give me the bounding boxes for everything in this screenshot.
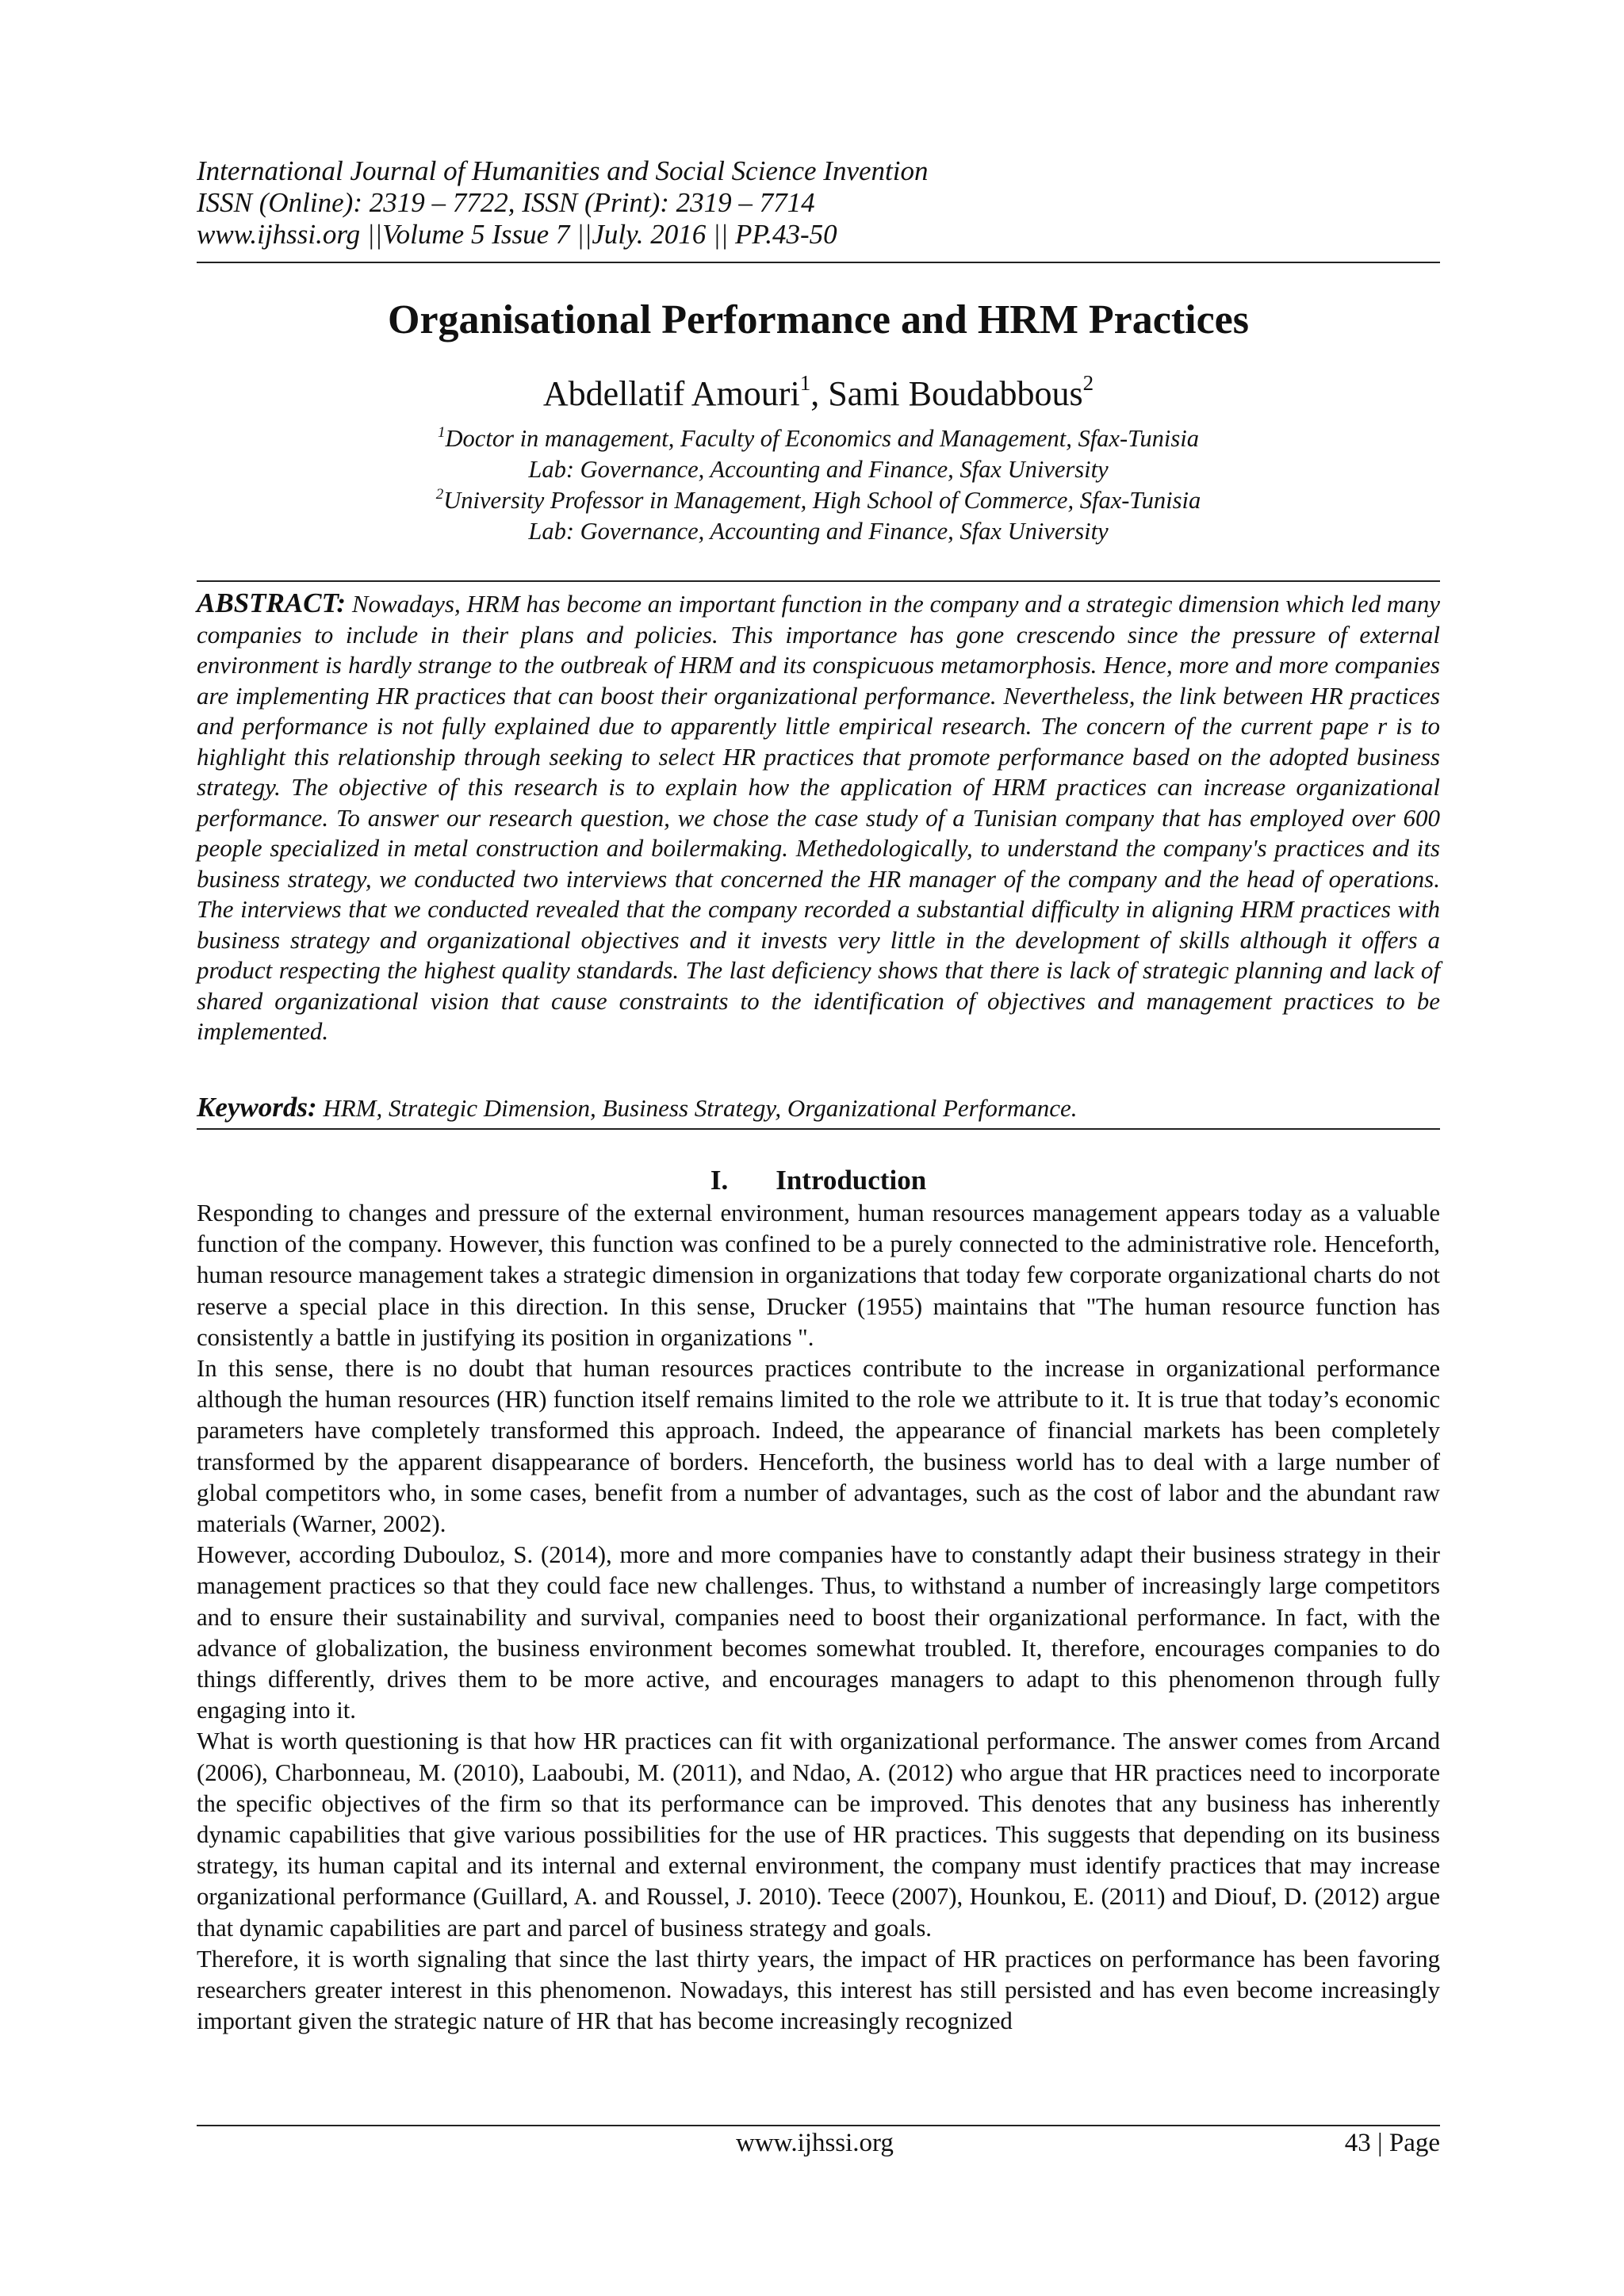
author-name: Abdellatif Amouri bbox=[542, 374, 800, 413]
keywords bbox=[197, 1093, 1440, 1123]
footer-rule bbox=[197, 2125, 1440, 2126]
body-text bbox=[197, 1198, 1440, 2037]
section-title: Introduction bbox=[776, 1165, 927, 1196]
paper-title: Organisational Performance and HRM Practices bbox=[388, 297, 1249, 342]
abstract-text: Nowadays, HRM has become an important function in the company and a strategic dimension which led many companies to include in their plans and policies. This importance has gone crescendo since the pressure of external environment is hardly strange to the outbreak of HRM and its conspicuous metamorphosis. Hence, more and more companies are implementing HR practices that can boost their organizational performance. Nevertheless, the link between HR practices and performance is not fully explained due to apparently little empirical research. The concern of the current pape r is to highlight this relationship through seeking to select HR practices that promote performance based on the adopted business strategy. The objective of this research is to explain how the application of HRM practices can increase organizational performance. To answer our research question, we chose the case study of a Tunisian company that has employed over 600 people specialized in metal construction and boilermaking. Methedologically, to understand the company's practices and its business strategy, we conducted two interviews that concerned the HR manager of the company and the head of operations. The interviews that we conducted revealed that the company recorded a substantial difficulty in aligning HRM practices with business strategy and organizational objectives and it invests very little in the development of skills although it offers a product respecting the highest quality standards. The last deficiency shows that there is lack of strategic planning and lack of shared organizational vision that cause constraints to the identification of objectives and management practices to be implemented. bbox=[197, 590, 1440, 1045]
affiliation-line: $^1$Doctor in management, Faculty of Economics and Management, Sfax-Tunisia bbox=[438, 424, 1199, 452]
affiliation-line: Lab: Governance, Accounting and Finance, Sfax University bbox=[528, 456, 1109, 483]
affiliation-line: Lab: Governance, Accounting and Finance, Sfax University bbox=[528, 518, 1109, 545]
paragraph: In this sense, there is no doubt that human resources practices contribute to the increase in organizational performance although the human resources (HR) function itself remains limited to the role we attribute to it. It is true that today’s economic parameters have completely transformed this approach. Indeed, the appearance of financial markets has been completely transformed by the apparent disappearance of borders. Henceforth, the business world has to deal with a large number of global competitors who, in some cases, benefit from a number of advantages, such as the cost of labor and the abundant raw materials (Warner, 2002). bbox=[197, 1355, 1440, 1538]
abstract-label: ABSTRACT: bbox=[197, 587, 347, 618]
journal-name: International Journal of Humanities and Social Science Invention bbox=[197, 155, 929, 186]
keywords-text: HRM, Strategic Dimension, Business Strategy, Organizational Performance. bbox=[323, 1094, 1078, 1122]
abstract-top-rule bbox=[197, 580, 1440, 582]
author-separator: , bbox=[810, 374, 829, 413]
journal-header bbox=[197, 155, 1440, 251]
paragraph: However, according Dubouloz, S. (2014), more and more companies have to constantly adapt their business strategy in their management practices so that they could face new challenges. Thus, to withstand a number of increasingly large competitors and to ensure their sustainability and survival, companies need to boost their organizational performance. In fact, with the advance of globalization, the business environment becomes somewhat troubled. It, therefore, encourages companies to do things differently, drives them to be more active, and encourages managers to adapt to this phenomenon through fully engaging into it. bbox=[197, 1541, 1440, 1724]
section-number: I. bbox=[710, 1165, 729, 1196]
abstract bbox=[197, 588, 1440, 1047]
paragraph: Responding to changes and pressure of the external environment, human resources management appears today as a valuable function of the company. However, this function was confined to be a purely connected to the administrative role. Henceforth, human resource management takes a strategic dimension in organizations that today few corporate organizational charts do not reserve a special place in this direction. In this sense, Drucker (1955) maintains that "The human resource function has consistently a battle in justifying its position in organizations ". bbox=[197, 1200, 1440, 1351]
affiliation-mark: 2 bbox=[435, 486, 444, 503]
keywords-label: Keywords: bbox=[197, 1092, 317, 1123]
author-affil-mark: 2 bbox=[1082, 371, 1094, 395]
section-heading bbox=[197, 1164, 1440, 1197]
journal-issue: www.ijhssi.org ||Volume 5 Issue 7 ||July. 2016 || PP.43-50 bbox=[197, 219, 837, 250]
affiliation-list bbox=[197, 423, 1440, 547]
footer-site: www.ijhssi.org bbox=[736, 2129, 894, 2157]
paragraph: What is worth questioning is that how HR practices can fit with organizational performance. The answer comes from Arcand (2006), Charbonneau, M. (2010), Laaboubi, M. (2011), and Ndao, A. (2012) who argue that HR practices need to incorporate the specific objectives of the firm so that its performance can be improved. This denotes that any business has inherently dynamic capabilities that give various possibilities for the use of HR practices. This suggests that depending on its business strategy, its human capital and its internal and external environment, the company must identify practices that may increase organizational performance (Guillard, A. and Roussel, J. 2010). Teece (2007), Hounkou, E. (2011) and Diouf, D. (2012) argue that dynamic capabilities are part and parcel of business strategy and goals. bbox=[197, 1728, 1440, 1942]
abstract-bottom-rule bbox=[197, 1128, 1440, 1130]
author-affil-mark: 1 bbox=[799, 371, 811, 395]
page-number: 43 | Page bbox=[1344, 2129, 1440, 2157]
affiliation-mark: 1 bbox=[438, 424, 446, 441]
affiliation-line: $^2$University Professor in Management, High School of Commerce, Sfax-Tunisia bbox=[435, 486, 1201, 514]
journal-issn: ISSN (Online): 2319 – 7722, ISSN (Print): 2319 – 7714 bbox=[197, 187, 815, 218]
author-name: Sami Boudabbous bbox=[828, 374, 1083, 413]
header-rule bbox=[197, 262, 1440, 263]
paragraph: Therefore, it is worth signaling that since the last thirty years, the impact of HR practices on performance has been favoring researchers greater interest in this phenomenon. Nowadays, this interest has still persisted and has even become increasingly important given the strategic nature of HR that has become increasingly recognized bbox=[197, 1945, 1440, 2035]
author-list bbox=[197, 373, 1440, 415]
